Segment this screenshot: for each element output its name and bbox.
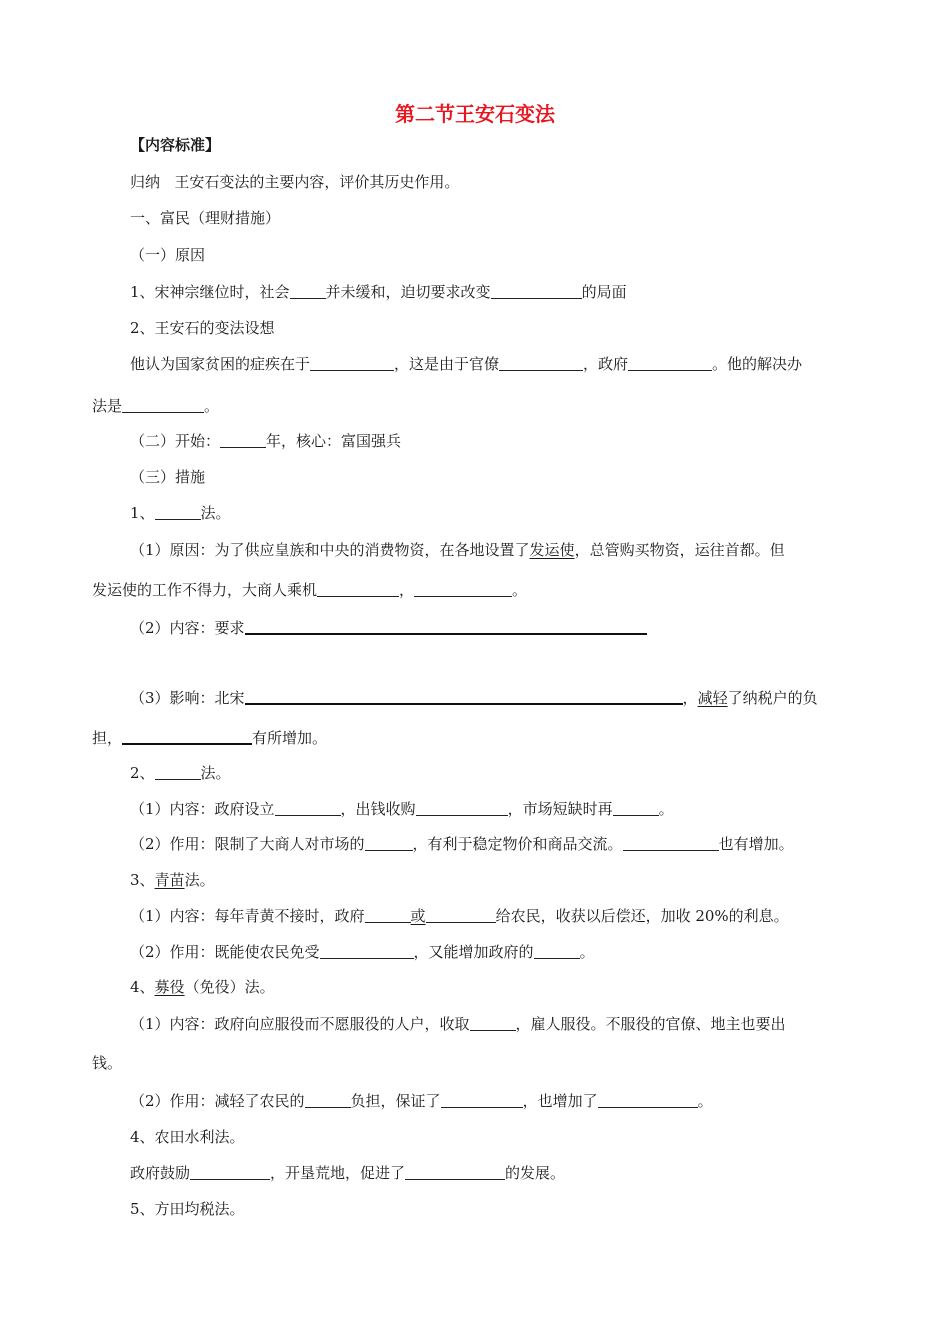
text-segment: ， bbox=[682, 689, 698, 707]
text-segment: 。 bbox=[204, 397, 220, 415]
text-segment: ，雇人服役。不服役的官僚、地主也要出 bbox=[515, 1015, 786, 1033]
text-segment: 王安石变法的主要内容，评价其历史作用。 bbox=[174, 173, 460, 191]
measure-3-content bbox=[130, 906, 789, 926]
cause-line-3 bbox=[130, 354, 802, 374]
fill-blank bbox=[365, 834, 413, 851]
fill-blank bbox=[122, 727, 252, 745]
text-segment: 发运使的工作不得力，大商人乘机 bbox=[92, 581, 318, 599]
fill-blank bbox=[122, 396, 204, 413]
underlined-term: 青苗 bbox=[154, 871, 185, 889]
measure-1-heading bbox=[130, 503, 231, 523]
fill-blank bbox=[245, 617, 647, 635]
text-segment: 法是 bbox=[92, 397, 123, 415]
text-segment: （2）作用：减轻了农民的 bbox=[130, 1092, 305, 1110]
fill-blank bbox=[426, 906, 496, 923]
fill-blank bbox=[441, 1091, 523, 1108]
text-segment: （免役）法。 bbox=[184, 978, 275, 996]
measure-4-content-line-2: 钱。 bbox=[92, 1054, 123, 1072]
text-segment: 1、宋神宗继位时，社会 bbox=[130, 283, 290, 301]
text-segment: （2）内容：要求 bbox=[130, 619, 245, 637]
text-segment: 归纳 bbox=[130, 173, 161, 191]
text-segment: （二）开始： bbox=[130, 432, 221, 450]
text-segment: 。 bbox=[579, 943, 595, 961]
text-segment: 。他的解决办 bbox=[712, 355, 803, 373]
cause-line-4 bbox=[92, 396, 219, 416]
text-segment: ，出钱收购 bbox=[340, 800, 416, 818]
cause-line-1 bbox=[130, 282, 627, 302]
text-segment: （3）影响：北宋 bbox=[130, 689, 245, 707]
fill-blank bbox=[155, 503, 201, 520]
text-segment: ，也增加了 bbox=[522, 1092, 598, 1110]
text-segment: ，这是由于官僚 bbox=[394, 355, 500, 373]
text-segment: ，又能增加政府的 bbox=[413, 943, 534, 961]
text-segment: （1）原因：为了供应皇族和中央的消费物资，在各地设置了 bbox=[130, 541, 530, 559]
text-segment: 。 bbox=[512, 581, 528, 599]
measure-1-effect-line-2 bbox=[92, 727, 327, 748]
fill-blank bbox=[499, 354, 583, 371]
measure-1-effect-line-1 bbox=[130, 687, 818, 708]
text-segment: ，总管购买物资，运往首都。但 bbox=[574, 541, 785, 559]
measure-2-effect bbox=[130, 834, 794, 854]
measure-6-heading: 5、方田均税法。 bbox=[130, 1200, 245, 1218]
fill-blank bbox=[290, 282, 326, 299]
fill-blank bbox=[305, 1091, 351, 1108]
text-segment: 也有增加。 bbox=[718, 835, 794, 853]
measure-4-effect bbox=[130, 1091, 713, 1111]
text-segment: 1、 bbox=[130, 504, 155, 522]
subsection-heading-cause: （一）原因 bbox=[130, 246, 206, 264]
text-segment: ，有利于稳定物价和商品交流。 bbox=[412, 835, 623, 853]
fill-blank bbox=[613, 799, 659, 816]
text-segment: 法。 bbox=[200, 764, 231, 782]
fill-blank bbox=[155, 763, 201, 780]
text-segment: 了纳税户的负 bbox=[727, 689, 818, 707]
fill-blank bbox=[220, 431, 266, 448]
text-segment: 。 bbox=[697, 1092, 713, 1110]
text-segment: ，市场短缺时再 bbox=[507, 800, 613, 818]
fill-blank bbox=[275, 799, 341, 816]
fill-blank bbox=[470, 1014, 516, 1031]
measure-3-effect bbox=[130, 942, 595, 962]
text-segment: ，政府 bbox=[583, 355, 629, 373]
text-segment: 负担，保证了 bbox=[350, 1092, 441, 1110]
measure-4-content-line-1 bbox=[130, 1014, 786, 1034]
text-segment: ， bbox=[399, 581, 415, 599]
measure-1-cause-line-1 bbox=[130, 540, 785, 560]
fill-blank bbox=[320, 942, 414, 959]
measure-3-heading bbox=[130, 870, 215, 890]
text-segment: （2）作用：限制了大商人对市场的 bbox=[130, 835, 365, 853]
measure-5-heading: 4、农田水利法。 bbox=[130, 1128, 245, 1146]
text-segment: 。 bbox=[658, 800, 674, 818]
cause-line-2: 2、王安石的变法设想 bbox=[130, 319, 275, 337]
start-line bbox=[130, 431, 401, 451]
fill-blank bbox=[623, 834, 719, 851]
fill-blank bbox=[414, 580, 512, 597]
fill-blank bbox=[245, 687, 683, 705]
fill-blank bbox=[317, 580, 399, 597]
measure-1-content bbox=[130, 617, 647, 638]
text-segment: 法。 bbox=[200, 504, 231, 522]
fill-blank bbox=[491, 282, 582, 299]
text-segment: （1）内容：政府向应服役而不愿服役的人户，收取 bbox=[130, 1015, 470, 1033]
text-segment: 政府鼓励 bbox=[130, 1164, 191, 1182]
text-segment: 给农民，收获以后偿还，加收 20%的利息。 bbox=[495, 907, 789, 925]
fill-blank bbox=[405, 1163, 505, 1180]
section-heading-part1: 一、富民（理财措施） bbox=[130, 209, 281, 227]
measure-2-content bbox=[130, 799, 674, 819]
measure-5-content bbox=[130, 1163, 565, 1183]
text-segment: 他认为国家贫困的症疾在于 bbox=[130, 355, 311, 373]
text-segment: 担， bbox=[92, 729, 123, 747]
text-segment: ，开垦荒地，促进了 bbox=[270, 1164, 406, 1182]
fill-blank bbox=[598, 1091, 698, 1108]
text-segment: 2、 bbox=[130, 764, 155, 782]
text-segment: 并未缓和，迫切要求改变 bbox=[325, 283, 491, 301]
fill-blank bbox=[534, 942, 580, 959]
content-standard-text bbox=[130, 172, 459, 192]
text-segment: （2）作用：既能使农民免受 bbox=[130, 943, 320, 961]
fill-blank bbox=[628, 354, 712, 371]
underlined-term: 或 bbox=[410, 907, 426, 925]
text-segment: 4、 bbox=[130, 978, 155, 996]
underlined-term: 募役 bbox=[154, 978, 185, 996]
text-segment: （1）内容：政府设立 bbox=[130, 800, 275, 818]
subsection-heading-measures: （三）措施 bbox=[130, 468, 206, 486]
fill-blank bbox=[416, 799, 508, 816]
fill-blank bbox=[365, 906, 411, 923]
measure-4-heading bbox=[130, 977, 275, 997]
text-segment: 的发展。 bbox=[505, 1164, 566, 1182]
fill-blank bbox=[310, 354, 394, 371]
underlined-term: 减轻 bbox=[697, 689, 728, 707]
content-standard-heading: 【内容标准】 bbox=[130, 136, 221, 154]
text-segment: 年，核心：富国强兵 bbox=[266, 432, 402, 450]
text-segment: 有所增加。 bbox=[252, 729, 328, 747]
text-segment: （1）内容：每年青黄不接时，政府 bbox=[130, 907, 365, 925]
fill-blank bbox=[190, 1163, 270, 1180]
text-segment: 3、 bbox=[130, 871, 155, 889]
page-title: 第二节王安石变法 bbox=[395, 102, 555, 126]
underlined-term: 发运使 bbox=[529, 541, 575, 559]
measure-1-cause-line-2 bbox=[92, 580, 527, 600]
text-segment: 法。 bbox=[184, 871, 215, 889]
measure-2-heading bbox=[130, 763, 231, 783]
text-segment: 的局面 bbox=[581, 283, 627, 301]
